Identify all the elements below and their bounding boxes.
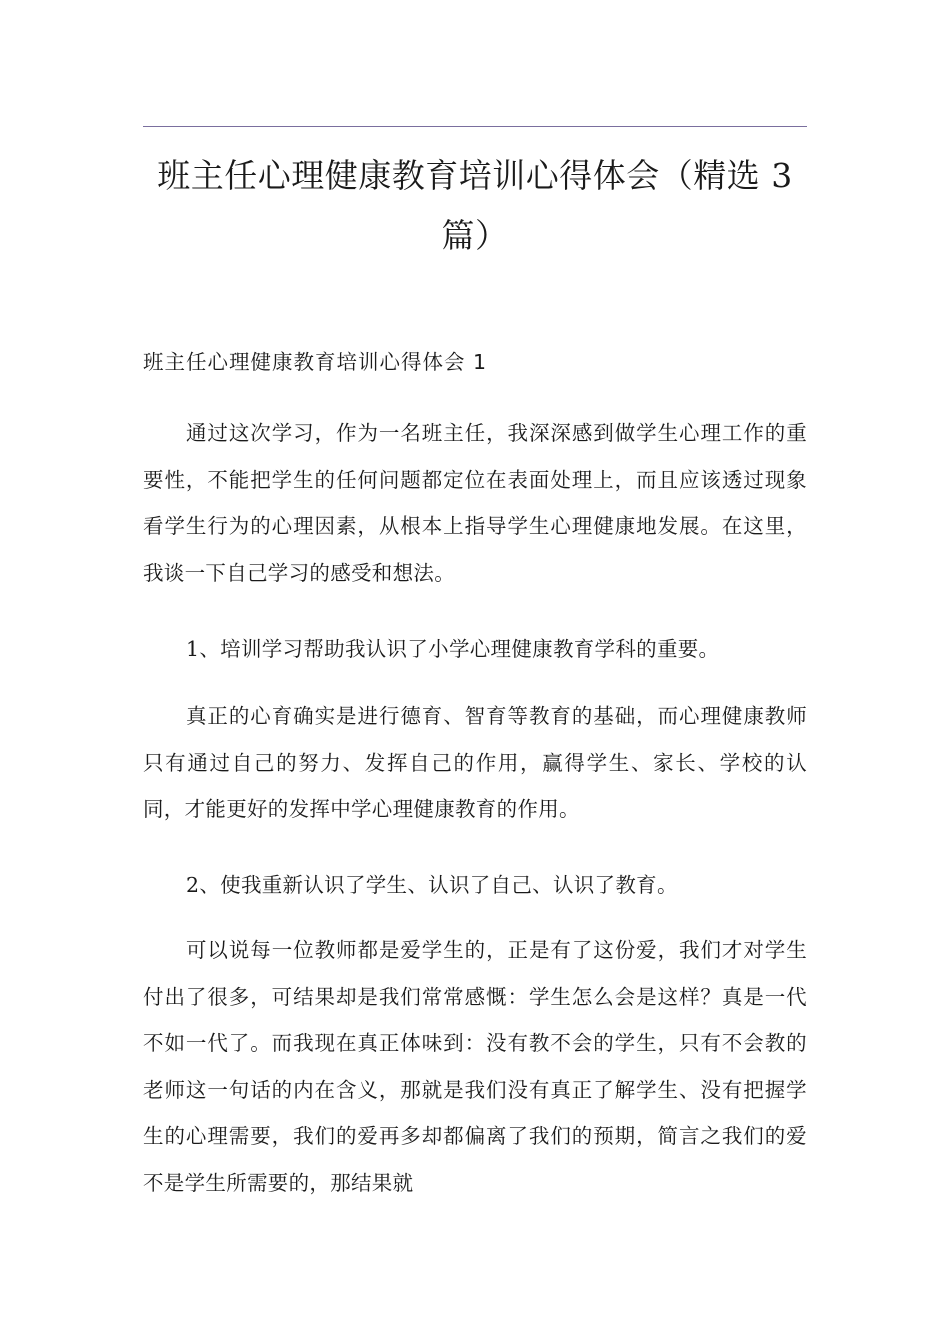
paragraph-point-1: 1、培训学习帮助我认识了小学心理健康教育学科的重要。 — [186, 637, 720, 661]
document-title: 班主任心理健康教育培训心得体会（精选 3 篇） — [157, 156, 793, 255]
paragraph-intro: 通过这次学习，作为一名班主任，我深深感到做学生心理工作的重要性，不能把学生的任何问题都定位在表面处理上，而且应该透过现象看学生行为的心理因素，从根本上指导学生心理健康地发展。在这里，我谈一下自己学习的感受和想法。 — [143, 421, 807, 585]
section-heading: 班主任心理健康教育培训心得体会 1 — [143, 350, 488, 374]
paragraph-body-2: 可以说每一位教师都是爱学生的，正是有了这份爱，我们才对学生付出了很多，可结果却是我们常常感慨：学生怎么会是这样？真是一代不如一代了。而我现在真正体味到：没有教不会的学生，只有不会教的老师这一句话的内在含义，那就是我们没有真正了解学生、没有把握学生的心理需要，我们的爱再多却都偏离了我们的预期，简言之我们的爱不是学生所需要的，那结果就 — [143, 938, 807, 1195]
header-rule — [143, 126, 807, 127]
paragraph-point-2: 2、使我重新认识了学生、认识了自己、认识了教育。 — [186, 873, 678, 897]
paragraph-body-1: 真正的心育确实是进行德育、智育等教育的基础，而心理健康教师只有通过自己的努力、发挥自己的作用，赢得学生、家长、学校的认同，才能更好的发挥中学心理健康教育的作用。 — [143, 704, 807, 821]
